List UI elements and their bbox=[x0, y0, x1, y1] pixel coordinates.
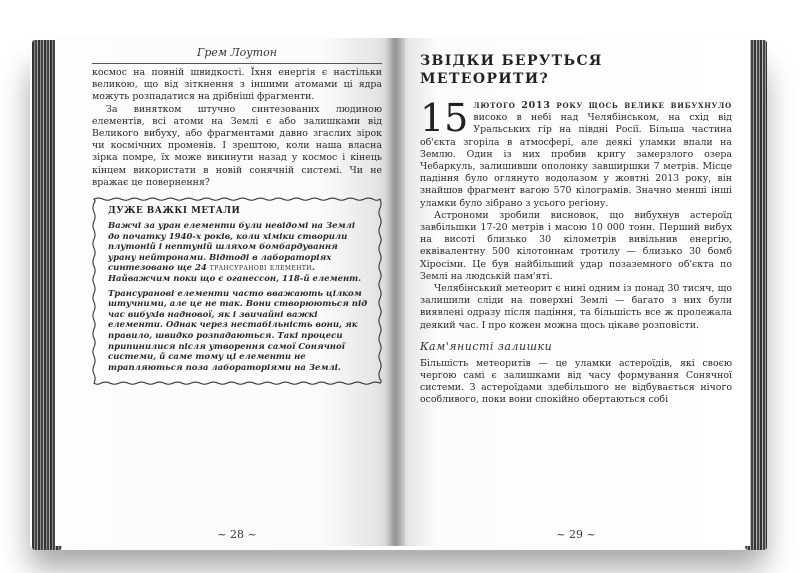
paragraph: Челябінський метеорит є нині одним із понад 30 тисяч, що залишили сліди на поверхні Землі — багато з них були виявлені одразу після падіння, та більшість все ж пролежала деякий час. І про кожен можна щось цікаве розповісти. bbox=[420, 283, 732, 331]
left-page-content bbox=[92, 46, 382, 541]
sidebar-text-run: . Найважчим поки що є оганессон, 118-й елемент. bbox=[108, 263, 362, 284]
right-body-text bbox=[420, 96, 732, 332]
sidebar-text-run: Важчі за уран елементи були невідомі на Землі до початку 1940-х років, коли хіміки створили плутоній і нептуній шляхом бомбардування урану нейтронами. Відтоді в лабораторіях синтезовано ще 24 bbox=[108, 221, 356, 274]
lead-in: лютого 2013 року щось велике вибухнуло bbox=[473, 100, 732, 111]
right-body-text-2 bbox=[420, 358, 732, 407]
running-head: Грем Лоутон bbox=[197, 46, 277, 59]
page-number-left: ~ 28 ~ bbox=[217, 528, 257, 541]
book-spine bbox=[385, 38, 405, 546]
page-number-right: ~ 29 ~ bbox=[556, 528, 596, 541]
paragraph: Астрономи зробили висновок, що вибухнув астероїд завбільшки 17-20 метрів і масою 10 000 тонн. Перший вибух на висоті близько 30 кілометрів вивільнив енергію, еквівалентну 500 кілотоннам тротилу — близько 30 бомб Хіросіми. Це був найбільший удар позаземного об'єкта по Землі на людській пам'яті. bbox=[420, 209, 732, 282]
sidebar-paragraph bbox=[108, 221, 368, 285]
chapter-title: ЗВІДКИ БЕРУТЬСЯ МЕТЕОРИТИ? bbox=[420, 53, 603, 87]
smallcaps-term: трансуранові елементи bbox=[209, 263, 312, 274]
left-body-text bbox=[92, 67, 382, 189]
sidebar-text bbox=[108, 221, 368, 373]
header-rule bbox=[92, 63, 382, 64]
drop-cap: 15 bbox=[420, 96, 469, 140]
paragraph: космос на повній швидкості. Їхня енергія є настільки великою, що від зіткнення з іншими атомами ці ядра можуть розпадатися на дрібніші фрагменти. bbox=[92, 67, 382, 103]
subheading: Кам'янисті залишки bbox=[420, 339, 553, 353]
sidebar-box bbox=[92, 197, 382, 385]
sidebar-title: ДУЖЕ ВАЖКІ МЕТАЛИ bbox=[108, 206, 241, 217]
paragraph bbox=[420, 96, 732, 210]
paragraph-text-run: високо в небі над Челябінськом, на схід від Уральських гір на півдні Росії. Більша частина об'єкта згоріла в атмосфері, але деякі уламки впали на Землю. Один із них пробив кригу замерзлого озера Чебаркуль, залишивши ополонку завширшки 7 метрів. Місце падіння було оглянуто водолазом у жовтні 2013 року, він знайшов фрагмент вагою 570 кілограмів. Значно менші інші уламки було зібрано з усього регіону. bbox=[420, 112, 732, 209]
sidebar-paragraph: Трансуранові елементи часто вважають цілком штучними, але це не так. Вони створюються під час вибухів наднової, як і звичайні важкі елементи. Однак через нестабільність вони, як правило, швидко розпадаються. Такі процеси припинилися після утворення самої Сонячної системи, й саме тому ці елементи не трапляються поза лабораторіями на Землі. bbox=[108, 288, 368, 373]
paragraph: За винятком штучно синтезованих людиною елементів, всі атоми на Землі є або залишками від Великого вибуху, або фрагментами давно згаслих зірок чи космічних променів. І зрештою, коли наша власна зірка помре, їх може викинути назад у космос і кінець кінцем використати в новій сонячній системі. Чи не вражає це повернення? bbox=[92, 103, 382, 188]
paragraph: Більшість метеоритів — це уламки астероїдів, які своєю чергою самі є залишками від часу формування Сонячної системи. З астероїдами здебільшого не відбувається нічого особливого, поки вони спокійно обертаються собі bbox=[420, 357, 732, 406]
right-page-content bbox=[420, 52, 732, 541]
